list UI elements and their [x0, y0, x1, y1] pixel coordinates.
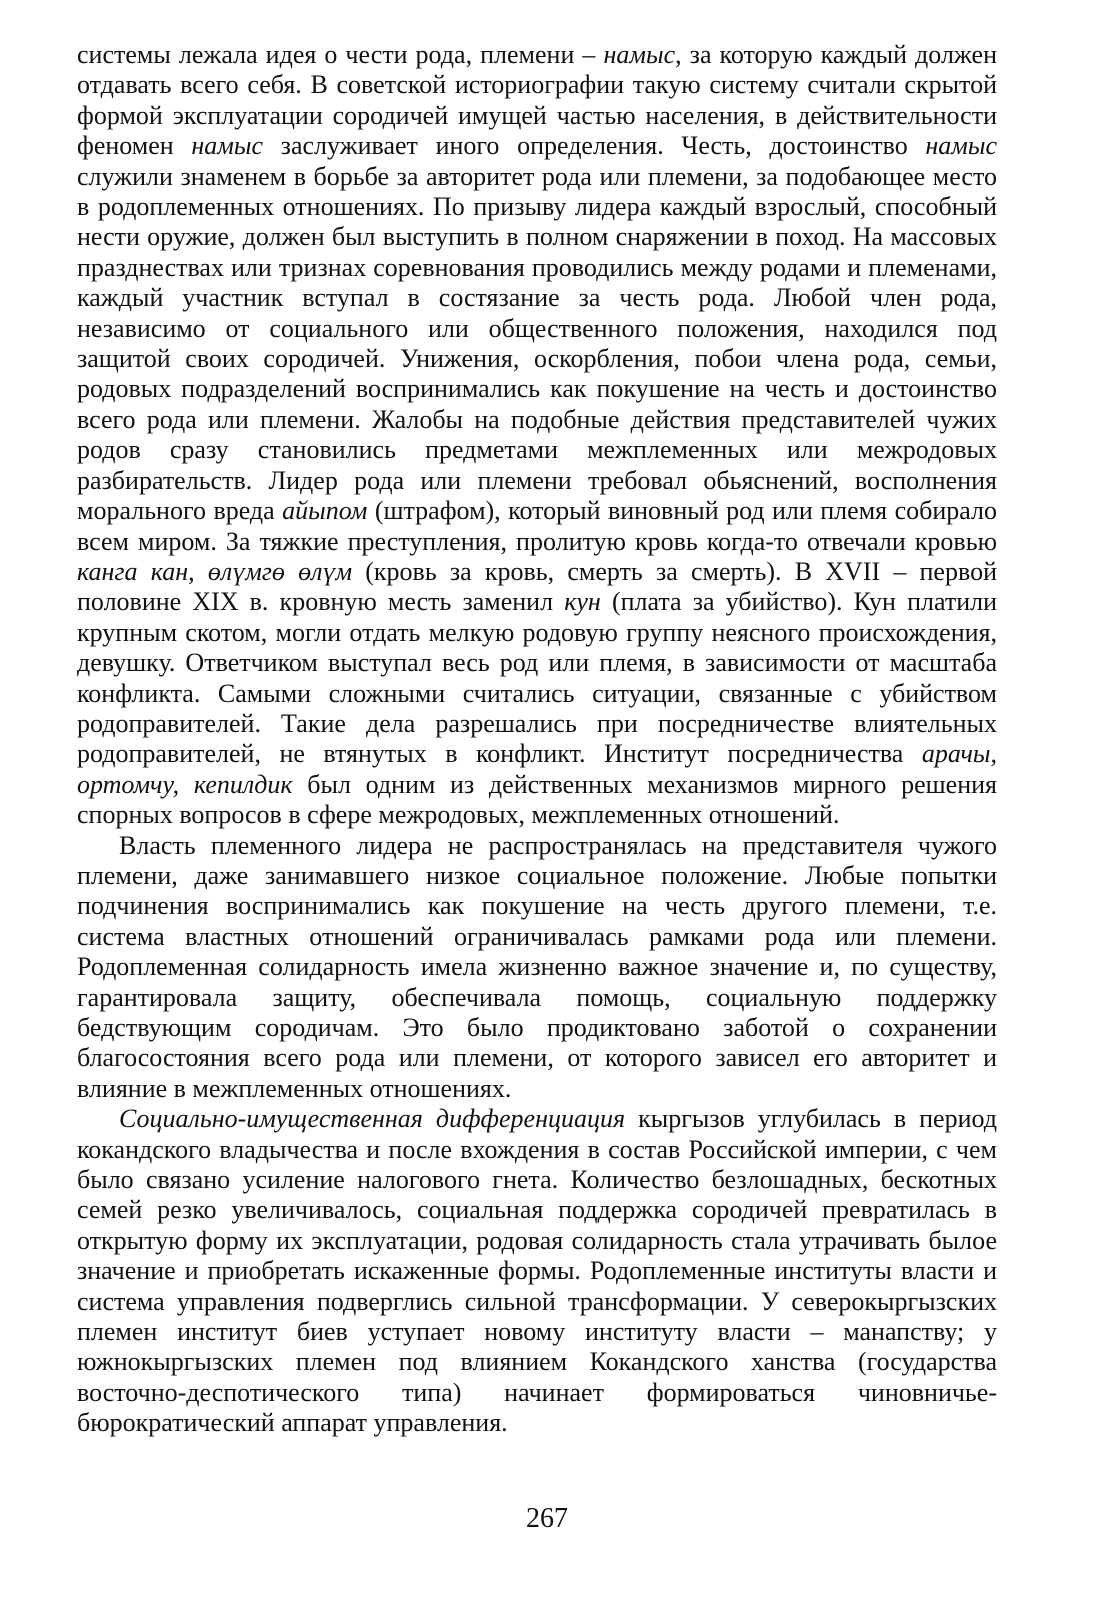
text-run: служили знаменем в борьбе за авторитет рода или племени, за подобающее место в родоплеменных отношениях. По призыву лидера каждый взрослый, способный нести оружие, должен был выступить в полном снаряжении в поход. На массовых празднествах или тризнах соревнования проводились между родами и племенами, каждый участник вступал в состязание за честь рода. Любой член рода, независимо от социального или общественного положения, находился под защитой своих сородичей. Унижения, оскорбления, побои члена рода, семьи, родовых подразделений воспринимались как покушение на честь и достоинство всего рода или племени. Жалобы на подобные действия представителей чужих родов сразу становились предметами межплеменных или межродовых разбирательств. Лидер рода или племени требовал обьяснений, восполнения морального вреда	[77, 161, 997, 526]
text-run: (кровь за кровь, смерть за смерть). В XVII – первой половине XIX в. кровную месть заменил	[77, 556, 997, 617]
text-run: (плата за убийство). Кун платили крупным скотом, могли отдать мелкую родовую группу неясного происхождения, девушку. Ответчиком выступал весь род или племя, в зависимости от масштаба конфликта. Самыми сложными считались ситуации, связанные с убийством родоправителей. Такие дела разрешались при посредничестве влиятельных родоправителей, не втянутых в конфликт. Институт посредничества	[77, 587, 997, 769]
text-run: заслуживает иного определения. Честь, достоинство	[263, 131, 926, 161]
italic-term: айыпом	[282, 496, 368, 526]
italic-term: канга кан, өлүмгө өлүм	[77, 556, 353, 586]
page-number: 267	[526, 1503, 568, 1534]
text-run: кыргызов углубилась в период кокандского владычества и после вхождения в состав Российской империи, с чем было связано усиление налогового гнета. Количество безлошадных, бескотных семей резко увеличивалось, социальная поддержка сородичей превратилась в открытую форму их эксплуатации, родовая солидарность стала утрачивать былое значение и приобретать искаженные формы. Родоплеменные институты власти и система управления подверглись сильной трансформации. У северокыргызских племен институт биев уступает новому институту власти – манапству; у южнокыргызских племен под влиянием Кокандского ханства (государства восточно-деспотического типа) начинает формироваться чиновничье-бюрократический аппарат управления.	[77, 1104, 997, 1438]
italic-term: Социально-имущественная дифференциация	[119, 1104, 626, 1134]
page-body	[77, 40, 997, 1439]
paragraph-2	[77, 831, 997, 1105]
italic-term: кун	[564, 587, 601, 617]
text-run: был одним из действенных механизмов мирного решения спорных вопросов в сфере межродовых, межплеменных отношений.	[77, 769, 998, 830]
italic-term: намыс	[603, 40, 676, 69]
text-run: Власть племенного лидера не распространялась на представителя чужого племени, даже занимавшего низкое социальное положение. Любые попытки подчинения воспринимались как покушение на честь другого племени, т.е. система властных отношений ограничивалась рамками рода или племени. Родоплеменная солидарность имела жизненно важное значение и, по существу, гарантировала защиту, обеспечивала помощь, социальную поддержку бедствующим сородичам. Это было продиктовано заботой о сохранении благосостояния всего рода или племени, от которого зависел его авторитет и влияние в межплеменных отношениях.	[77, 830, 997, 1103]
italic-term: арачы, ортомчу, кепилдик	[77, 739, 997, 799]
italic-term: намыс	[191, 131, 264, 161]
paragraph-3	[77, 1104, 997, 1438]
text-run: системы лежала идея о чести рода, племени –	[77, 40, 604, 69]
text-run: , за которую каждый должен отдавать всего себя. В советской историографии такую систему считали скрытой формой эксплуатации сородичей имущей частью населения, в действительности феномен	[77, 40, 997, 161]
text-run: (штрафом), который виновный род или племя собирало всем миром. За тяжкие преступления, пролитую кровь когда-то отвечали кровью	[77, 496, 997, 556]
paragraph-1	[77, 40, 997, 831]
italic-term: намыс	[925, 131, 997, 161]
